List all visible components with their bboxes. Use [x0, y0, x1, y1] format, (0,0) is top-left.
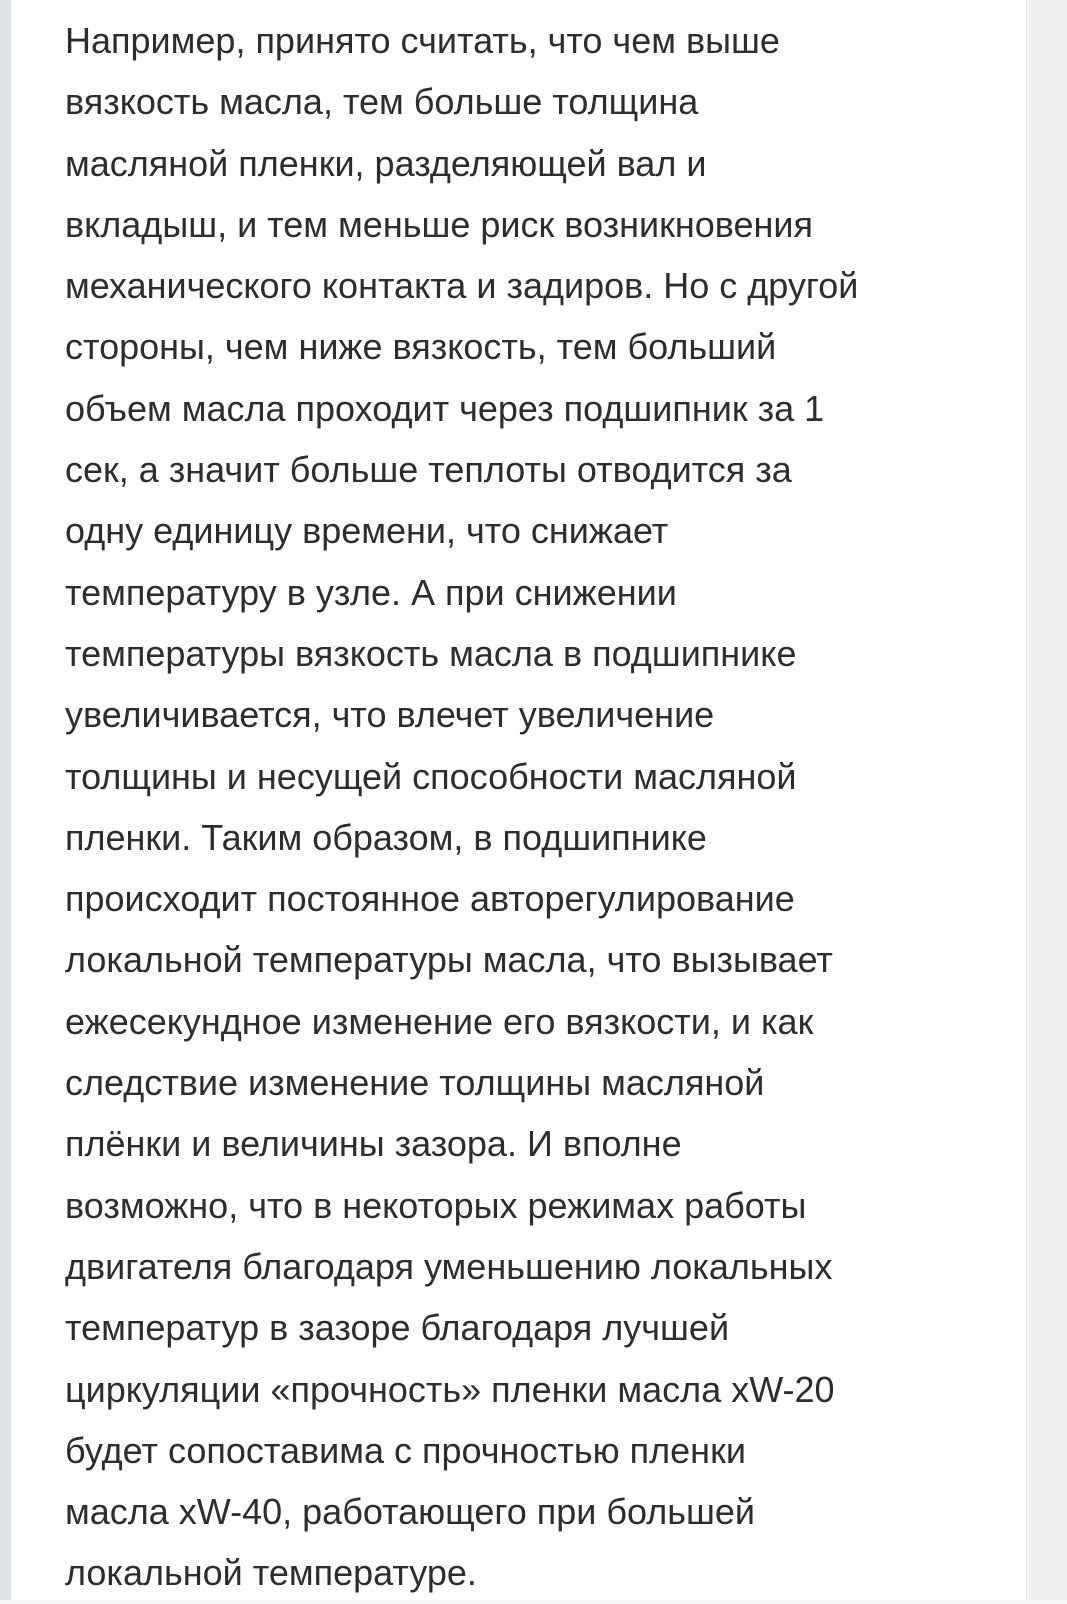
text-line: вязкость масла, тем больше толщина — [65, 81, 699, 123]
text-line: локальной температуры масла, что вызывает — [65, 939, 833, 981]
message-card — [10, 0, 1027, 1600]
right-edge — [1029, 0, 1067, 1600]
text-line: одну единицу времени, что снижает — [65, 510, 669, 552]
text-line: следствие изменение толщины масляной — [65, 1062, 765, 1104]
text-line: ежесекундное изменение его вязкости, и как — [65, 1000, 814, 1042]
message-text — [65, 10, 1005, 1604]
text-line: увеличивается, что влечет увеличение — [65, 694, 715, 736]
left-edge — [0, 0, 10, 1600]
text-line: масла xW-40, работающего при большей — [65, 1491, 756, 1533]
text-line: температуры вязкость масла в подшипнике — [65, 632, 797, 674]
text-line: вкладыш, и тем меньше риск возникновения — [65, 203, 813, 245]
text-line: сек, а значит больше теплоты отводится за — [65, 449, 792, 491]
text-line: Например, принято считать, что чем выше — [65, 20, 780, 61]
text-line: температур в зазоре благодаря лучшей — [65, 1307, 730, 1349]
text-line: масляной пленки, разделяющей вал и — [65, 142, 707, 184]
text-line: циркуляции «прочность» пленки масла xW-20 — [65, 1368, 835, 1410]
text-line: пленки. Таким образом, в подшипнике — [65, 816, 707, 858]
text-line: будет сопоставима с прочностью пленки — [65, 1429, 746, 1471]
text-line: возможно, что в некоторых режимах работы — [65, 1184, 807, 1226]
text-line: двигателя благодаря уменьшению локальных — [65, 1245, 833, 1287]
text-line: объем масла проходит через подшипник за 1 — [65, 387, 825, 429]
text-line: механического контакта и задиров. Но с другой — [65, 265, 859, 307]
text-line: плёнки и величины зазора. И вполне — [65, 1123, 682, 1165]
text-line: толщины и несущей способности масляной — [65, 755, 797, 797]
text-line: происходит постоянное авторегулирование — [65, 878, 795, 920]
text-line: локальной температуре. — [65, 1552, 477, 1594]
text-line: температуру в узле. А при снижении — [65, 571, 677, 613]
text-line: стороны, чем ниже вязкость, тем больший — [65, 326, 777, 368]
